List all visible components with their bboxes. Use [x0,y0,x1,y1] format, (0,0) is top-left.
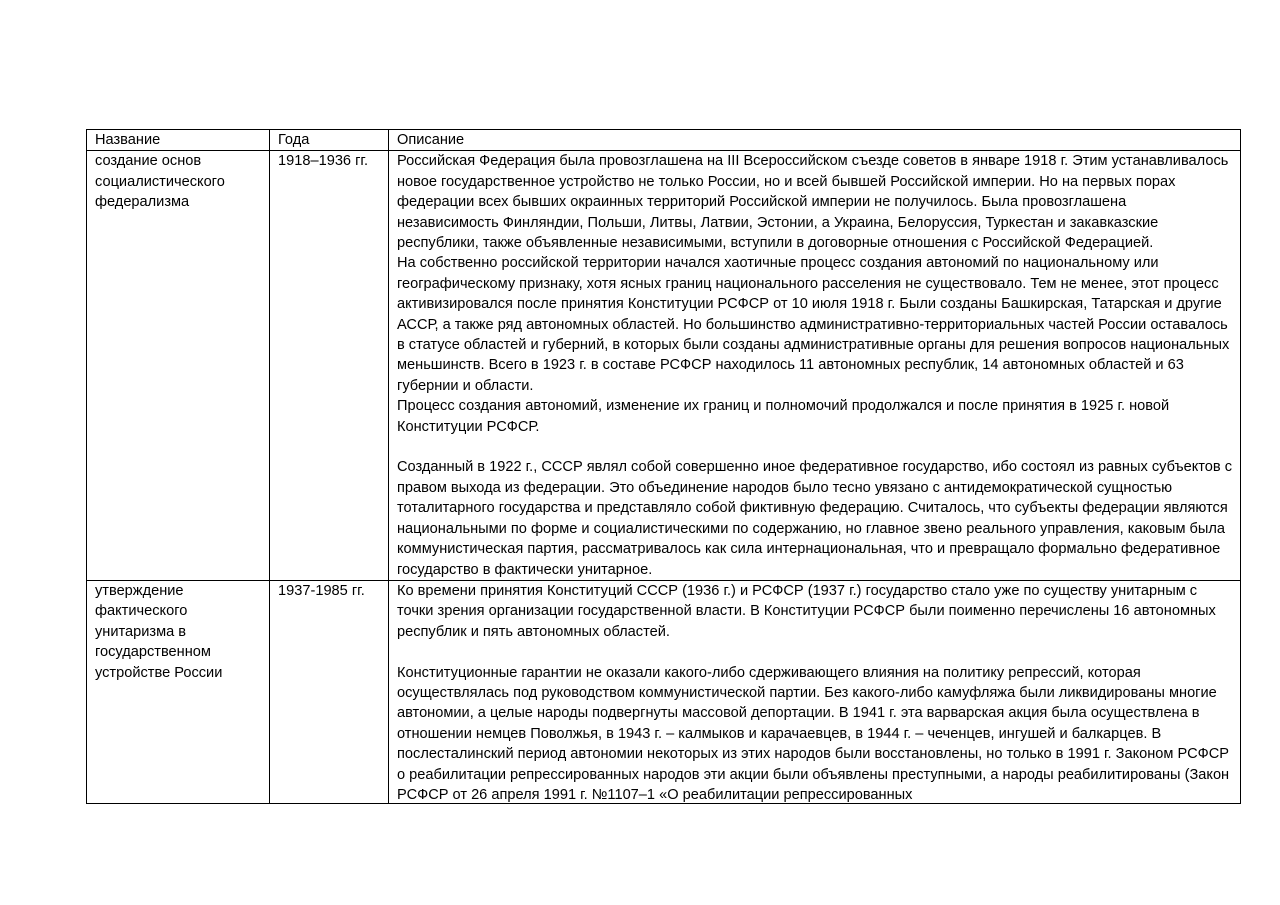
period-description [389,580,1241,803]
header-years: Года [270,130,389,151]
period-name: утверждение фактического унитаризма в государственном устройстве России [87,580,270,803]
blank-line [397,642,1232,662]
periods-table [86,129,1241,804]
period-years: 1918–1936 гг. [270,151,389,581]
period-years: 1937-1985 гг. [270,580,389,803]
description-paragraph: Ко времени принятия Конституций СССР (1936 г.) и РСФСР (1937 г.) государство стало уже по существу унитарным с точки зрения организации государственной власти. В Конституции РСФСР были поименно перечислены 16 автономных республик и пять автономных областей. [397,582,1216,640]
description-paragraph: Российская Федерация была провозглашена на III Всероссийском съезде советов в январе 1918 г. Этим устанавливалось новое государственное устройство не только России, но и всей бывшей Российской империи. Но на первых порах федерации всех бывших окраинных территорий Российской империи не получилось. Была провозглашена независимость Финляндии, Польши, Литвы, Латвии, Эстонии, а Украина, Белоруссия, Туркестан и закавказские республики, также объявленные независимыми, вступили в договорные отношения с Российской Федерацией. [397,153,1229,252]
description-paragraph: Конституционные гарантии не оказали какого-либо сдерживающего влияния на политику репрессий, которая осуществлялась под руководством коммунистической партии. Без какого-либо камуфляжа были ликвидированы многие автономии, а целые народы подвергнуты массовой депортации. В 1941 г. эта варварская акция была осуществлена в отношении немцев Поволжья, в 1943 г. – калмыков и карачаевцев, в 1944 г. – чеченцев, ингушей и балкарцев. В послесталинский период автономии некоторых из этих народов были восстановлены, но только в 1991 г. Законом РСФСР о реабилитации репрессированных народов эти акции были объявлены преступными, а народы реабилитированы (Закон РСФСР от 26 апреля 1991 г. №1107–1 «О реабилитации репрессированных [397,664,1230,803]
period-description [389,151,1241,581]
blank-line [397,437,1232,457]
header-name: Название [87,130,270,151]
description-paragraph: На собственно российской территории начался хаотичные процесс создания автономий по национальному или географическому признаку, хотя ясных границ национального расселения не существовало. Тем не менее, этот процесс активизировался после принятия Конституции РСФСР от 10 июля 1918 г. Были созданы Башкирская, Татарская и другие АССР, а также ряд автономных областей. Но большинство административно-территориальных частей России оставалось в статусе областей и губерний, в которых были созданы административные органы для решения вопросов национальных меньшинств. Всего в 1923 г. в составе РСФСР находилось 11 автономных республик, 14 автономных областей и 63 губернии и области. [397,255,1230,394]
table-row [87,580,1241,803]
period-name: создание основ социалистического федерализма [87,151,270,581]
description-clip [397,581,1232,803]
description-paragraph: Созданный в 1922 г., СССР являл собой совершенно иное федеративное государство, ибо состоял из равных субъектов с правом выхода из федерации. Это объединение народов было тесно увязано с антидемократической сущностью тоталитарного государства и представляло собой фиктивную федерацию. Считалось, что субъекты федерации являются национальными по форме и социалистическими по содержанию, но главное звено реального управления, каковым была коммунистическая партия, рассматривалось как сила интернациональная, что и превращало формально федеративное государство в фактически унитарное. [397,459,1232,578]
table-row [87,151,1241,581]
header-row [87,130,1241,151]
header-description: Описание [389,130,1241,151]
description-paragraph: Процесс создания автономий, изменение их границ и полномочий продолжался и после принятия в 1925 г. новой Конституции РСФСР. [397,398,1170,435]
